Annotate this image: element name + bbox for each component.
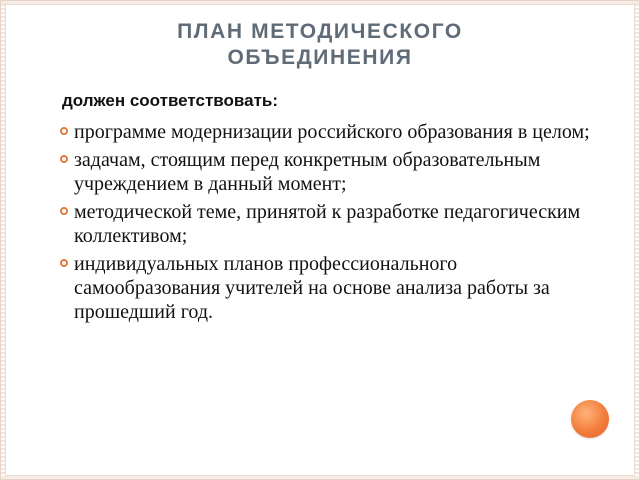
bullet-circle-icon bbox=[60, 155, 68, 163]
slide-title bbox=[60, 19, 580, 71]
bullet-circle-icon bbox=[60, 259, 68, 267]
bullet-item bbox=[60, 252, 590, 324]
bullet-text: программе модернизации российского образования в целом; bbox=[74, 121, 590, 143]
bullet-text: индивидуальных планов профессионального самообразования учителей на основе анализа работы за прошедший год. bbox=[74, 253, 550, 323]
bullet-circle-icon bbox=[60, 127, 68, 135]
bullet-item bbox=[60, 148, 590, 196]
bullet-list bbox=[60, 120, 590, 328]
slide-title-line1: ПЛАН МЕТОДИЧЕСКОГО bbox=[177, 20, 463, 43]
bullet-item bbox=[60, 200, 590, 248]
orange-orb-icon bbox=[571, 400, 609, 438]
slide-title-line2: ОБЪЕДИНЕНИЯ bbox=[227, 46, 413, 69]
bullet-item bbox=[60, 120, 590, 144]
lead-text: должен соответствовать: bbox=[62, 91, 279, 110]
bullet-text: методической теме, принятой к разработке педагогическим коллективом; bbox=[74, 201, 581, 247]
bullet-circle-icon bbox=[60, 207, 68, 215]
bullet-text: задачам, стоящим перед конкретным образовательным учреждением в данный момент; bbox=[74, 149, 541, 195]
